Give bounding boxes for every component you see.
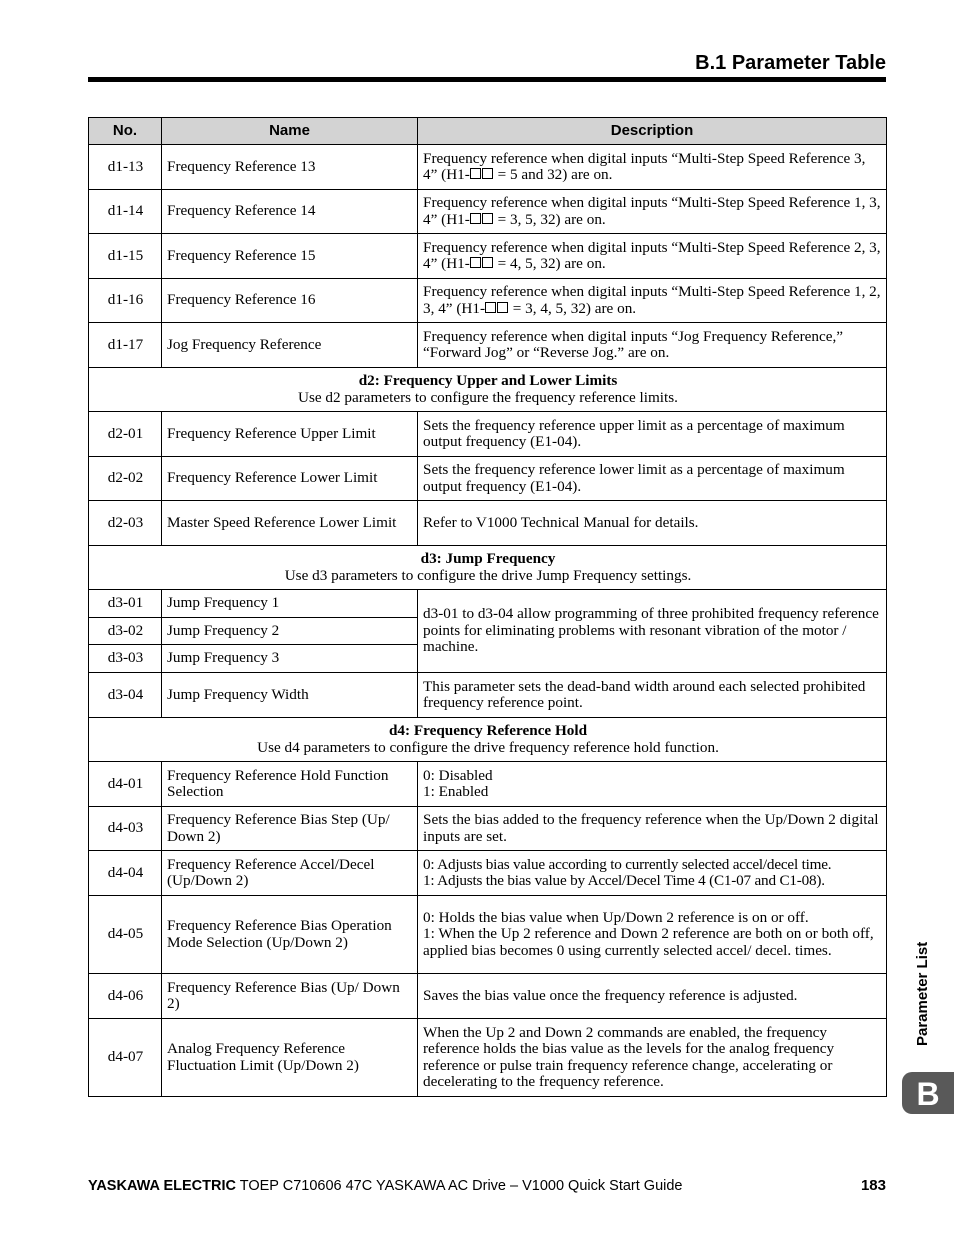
placeholder-square-icon xyxy=(482,213,493,224)
placeholder-square-icon xyxy=(482,168,493,179)
side-tab-letter: B xyxy=(902,1072,954,1114)
table-row xyxy=(89,457,887,501)
table-row xyxy=(89,234,887,279)
table-row xyxy=(89,501,887,546)
column-header-name: Name xyxy=(162,118,418,145)
param-name: Jump Frequency 1 xyxy=(162,590,418,618)
footer-doc: TOEP C710606 47C YASKAWA AC Drive – V1000 Quick Start Guide xyxy=(235,1178,683,1194)
side-tab-label: Parameter List xyxy=(914,941,931,1046)
param-no: d4-06 xyxy=(89,974,162,1019)
param-description: Frequency reference when digital inputs “Jog Frequency Reference,” “Forward Jog” or “Reverse Jog.” are on. xyxy=(418,323,887,368)
table-row xyxy=(89,1019,887,1097)
param-description: Frequency reference when digital inputs “Multi-Step Speed Reference 1, 3, 4” (H1- = 3, 5, 32) are on. xyxy=(418,190,887,234)
param-no: d2-01 xyxy=(89,412,162,457)
table-row xyxy=(89,673,887,718)
param-no: d3-03 xyxy=(89,645,162,673)
param-name: Jog Frequency Reference xyxy=(162,323,418,368)
group-title: d4: Frequency Reference Hold xyxy=(388,722,588,739)
param-name: Frequency Reference Bias Step (Up/ Down 2) xyxy=(162,807,418,851)
table-row xyxy=(89,323,887,368)
param-name: Jump Frequency 2 xyxy=(162,618,418,645)
group-title: d3: Jump Frequency xyxy=(420,550,556,567)
param-name: Master Speed Reference Lower Limit xyxy=(162,501,418,546)
table-header-row xyxy=(89,118,887,145)
param-description: Sets the bias added to the frequency reference when the Up/Down 2 digital inputs are set. xyxy=(418,807,887,851)
param-no: d4-07 xyxy=(89,1019,162,1097)
table-row xyxy=(89,896,887,974)
table-row xyxy=(89,145,887,190)
param-name: Frequency Reference 15 xyxy=(162,234,418,279)
param-description: Sets the frequency reference lower limit as a percentage of maximum output frequency (E1-04). xyxy=(418,457,887,501)
param-name: Analog Frequency Reference Fluctuation Limit (Up/Down 2) xyxy=(162,1019,418,1097)
param-no: d4-05 xyxy=(89,896,162,974)
group-row-d3 xyxy=(89,546,887,590)
param-no: d4-03 xyxy=(89,807,162,851)
param-description: 0: Holds the bias value when Up/Down 2 reference is on or off. 1: When the Up 2 reference and Down 2 reference are both on or both off, applied bias becomes 0 using currently selected accel/ decel. times. xyxy=(418,896,887,974)
param-name: Frequency Reference Bias (Up/ Down 2) xyxy=(162,974,418,1019)
group-row-d2 xyxy=(89,368,887,412)
param-description: 0: Disabled 1: Enabled xyxy=(418,762,887,807)
param-description: Saves the bias value once the frequency reference is adjusted. xyxy=(418,974,887,1019)
placeholder-square-icon xyxy=(470,257,481,268)
param-description: Frequency reference when digital inputs “Multi-Step Speed Reference 3, 4” (H1- = 5 and 32) are on. xyxy=(418,145,887,190)
param-description: Frequency reference when digital inputs “Multi-Step Speed Reference 1, 2, 3, 4” (H1- = 3, 4, 5, 32) are on. xyxy=(418,279,887,323)
table-row xyxy=(89,974,887,1019)
page-footer xyxy=(88,1178,886,1194)
group-subtitle: Use d3 parameters to configure the drive Jump Frequency settings. xyxy=(284,566,692,584)
param-no: d1-14 xyxy=(89,190,162,234)
column-header-no: No. xyxy=(89,118,162,145)
group-title: d2: Frequency Upper and Lower Limits xyxy=(358,372,618,389)
column-header-description: Description xyxy=(418,118,887,145)
table-row xyxy=(89,851,887,896)
param-no: d2-03 xyxy=(89,501,162,546)
table-row xyxy=(89,762,887,807)
param-name: Frequency Reference 16 xyxy=(162,279,418,323)
page-number: 183 xyxy=(860,1177,886,1194)
group-subtitle: Use d4 parameters to configure the drive frequency reference hold function. xyxy=(257,738,719,756)
param-name: Frequency Reference 14 xyxy=(162,190,418,234)
table-row xyxy=(89,279,887,323)
placeholder-square-icon xyxy=(497,302,508,313)
section-title: B.1 Parameter Table xyxy=(695,52,886,74)
table-row xyxy=(89,807,887,851)
param-name: Frequency Reference Accel/Decel (Up/Down 2) xyxy=(162,851,418,896)
group-row-d4 xyxy=(89,718,887,762)
param-no: d1-15 xyxy=(89,234,162,279)
param-no: d2-02 xyxy=(89,457,162,501)
header-rule xyxy=(88,77,886,82)
param-description: 0: Adjusts bias value according to currently selected accel/decel time. 1: Adjusts the bias value by Accel/Decel Time 4 (C1-07 and C1-08). xyxy=(418,851,887,896)
param-description: d3-01 to d3-04 allow programming of three prohibited frequency reference points for eliminating problems with resonant vibration of the motor / machine. xyxy=(418,590,887,673)
parameter-table xyxy=(88,117,887,1097)
param-no: d3-04 xyxy=(89,673,162,718)
param-name: Frequency Reference Lower Limit xyxy=(162,457,418,501)
param-no: d3-02 xyxy=(89,618,162,645)
placeholder-square-icon xyxy=(470,213,481,224)
table-row xyxy=(89,412,887,457)
param-name: Frequency Reference Bias Operation Mode Selection (Up/Down 2) xyxy=(162,896,418,974)
param-no: d1-17 xyxy=(89,323,162,368)
placeholder-square-icon xyxy=(485,302,496,313)
param-name: Jump Frequency Width xyxy=(162,673,418,718)
param-no: d3-01 xyxy=(89,590,162,618)
placeholder-square-icon xyxy=(482,257,493,268)
param-no: d1-13 xyxy=(89,145,162,190)
param-no: d4-04 xyxy=(89,851,162,896)
param-description: Refer to V1000 Technical Manual for details. xyxy=(418,501,887,546)
param-description: Sets the frequency reference upper limit as a percentage of maximum output frequency (E1-04). xyxy=(418,412,887,457)
param-description: When the Up 2 and Down 2 commands are enabled, the frequency reference holds the bias value as the levels for the analog frequency reference or pulse train frequency reference change, accelerating or decelerating to the frequency reference. xyxy=(418,1019,887,1097)
param-name: Frequency Reference Upper Limit xyxy=(162,412,418,457)
table-row xyxy=(89,590,887,618)
param-name: Jump Frequency 3 xyxy=(162,645,418,673)
group-subtitle: Use d2 parameters to configure the frequency reference limits. xyxy=(298,388,678,406)
param-description: This parameter sets the dead-band width around each selected prohibited frequency reference point. xyxy=(418,673,887,718)
param-name: Frequency Reference Hold Function Selection xyxy=(162,762,418,807)
param-no: d4-01 xyxy=(89,762,162,807)
param-no: d1-16 xyxy=(89,279,162,323)
param-description: Frequency reference when digital inputs “Multi-Step Speed Reference 2, 3, 4” (H1- = 4, 5, 32) are on. xyxy=(418,234,887,279)
table-row xyxy=(89,190,887,234)
footer-company: YASKAWA ELECTRIC xyxy=(88,1178,236,1194)
param-name: Frequency Reference 13 xyxy=(162,145,418,190)
placeholder-square-icon xyxy=(470,168,481,179)
